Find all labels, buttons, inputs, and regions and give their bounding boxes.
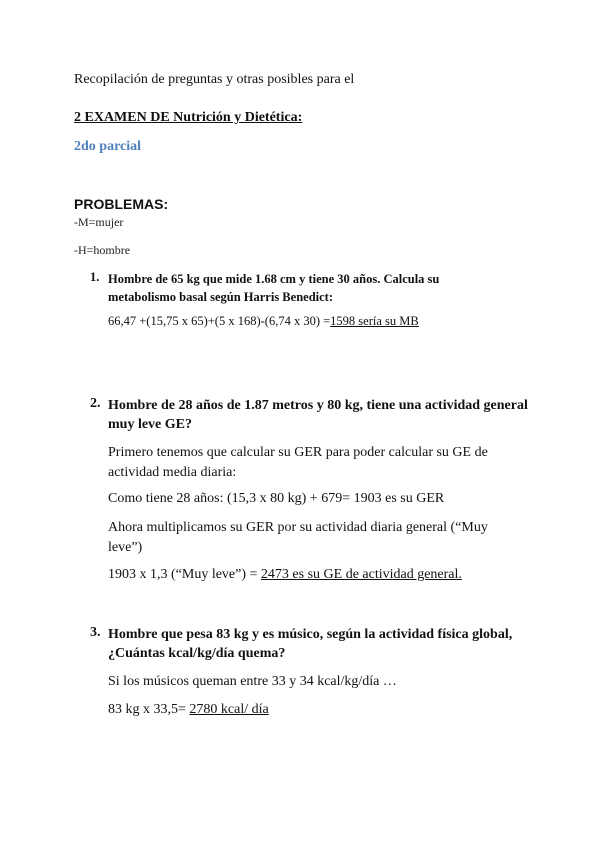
formula: 1903 x 1,3 (“Muy leve”) = (108, 567, 261, 582)
legend-mujer: -M=mujer (74, 215, 124, 229)
answer-line (108, 314, 419, 329)
legend-hombre: -H=hombre (74, 243, 131, 257)
question-number: 1. (90, 270, 100, 284)
result: 1598 sería su MB (330, 314, 419, 328)
answer-paragraph-1: Primero tenemos que calcular su GER para poder calcular su GE de actividad media diaria: (108, 445, 488, 480)
answer-paragraph-2 (108, 700, 528, 720)
subtitle: 2do parcial (74, 139, 142, 154)
formula: 66,47 +(15,75 x 65)+(5 x 168)-(6,74 x 30) = (108, 314, 331, 328)
answer-paragraph-1: Si los músicos queman entre 33 y 34 kcal/kg/día … (108, 674, 397, 689)
answer-paragraph-3: Ahora multiplicamos su GER por su actividad diaria general (“Muy leve”) (108, 520, 488, 555)
answer-paragraph-2: Como tiene 28 años: (15,3 x 80 kg) + 679= 1903 es su GER (108, 491, 445, 506)
question-text: Hombre que pesa 83 kg y es músico, según la actividad física global, ¿Cuántas kcal/kg/día quema? (108, 627, 513, 661)
exam-title: 2 EXAMEN DE Nutrición y Dietética: (74, 110, 303, 125)
result: 2780 kcal/ día (189, 702, 269, 717)
result: 2473 es su GE de actividad general. (260, 567, 462, 582)
formula: 83 kg x 33,5= (108, 702, 190, 717)
question-text: Hombre de 28 años de 1.87 metros y 80 kg, tiene una actividad general muy leve GE? (108, 398, 528, 432)
section-heading: PROBLEMAS: (74, 196, 169, 212)
question-number: 3. (90, 625, 101, 640)
question-number: 2. (90, 396, 101, 411)
intro-line: Recopilación de preguntas y otras posibles para el (74, 72, 355, 87)
question-text: Hombre de 65 kg que mide 1.68 cm y tiene 30 años. Calcula su metabolismo basal según Harris Benedict: (108, 272, 440, 304)
answer-paragraph-4 (108, 565, 528, 585)
